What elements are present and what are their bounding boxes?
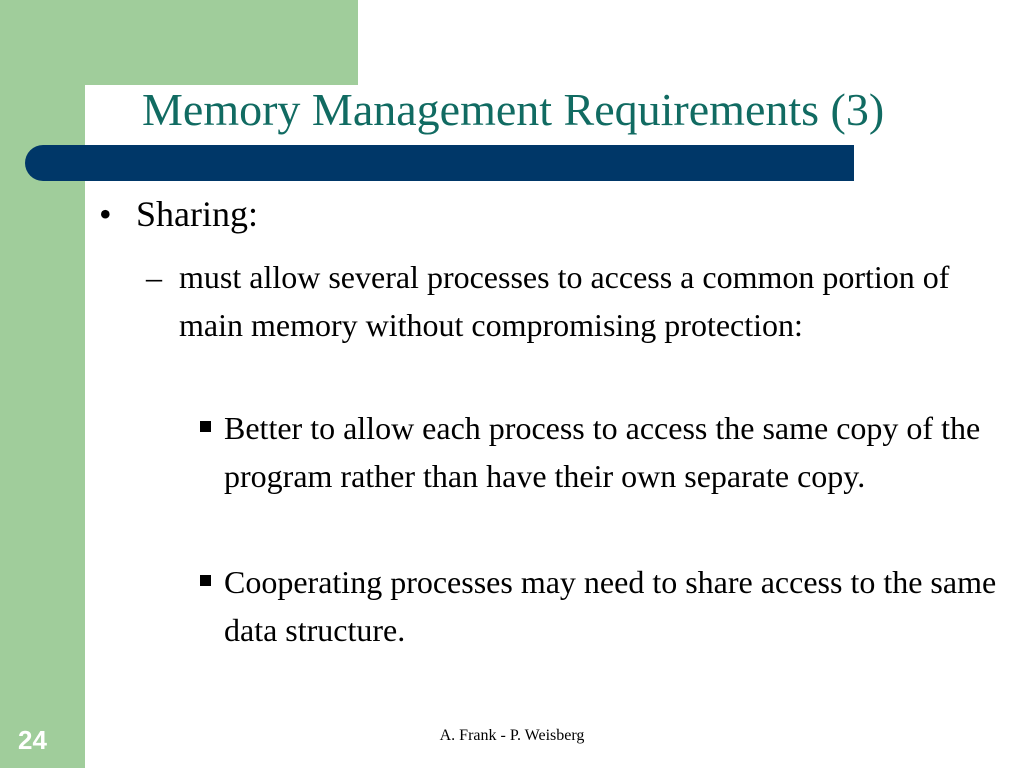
sub-bullet-allow-sharing: [146, 253, 986, 349]
square-bullet-icon: [200, 575, 211, 586]
sub-sub-bullet-text: Cooperating processes may need to share access to the same data structure.: [224, 564, 997, 648]
footer-authors: A. Frank - P. Weisberg: [439, 727, 585, 744]
sub-sub-bullet-same-copy: [200, 404, 1000, 500]
round-bullet-icon: •: [99, 194, 112, 234]
slide-title: Memory Management Requirements (3): [142, 84, 885, 135]
sub-bullet-text: must allow several processes to access a common portion of main memory without compromising protection:: [179, 259, 950, 343]
dash-bullet-icon: –: [146, 259, 162, 295]
bullet-text: Sharing:: [136, 194, 258, 234]
sub-sub-bullet-text: Better to allow each process to access the same copy of the program rather than have their own separate copy.: [224, 410, 981, 494]
square-bullet-icon: [200, 421, 211, 432]
sub-sub-bullet-cooperating: [200, 558, 1000, 654]
slide-number: 24: [18, 725, 47, 755]
